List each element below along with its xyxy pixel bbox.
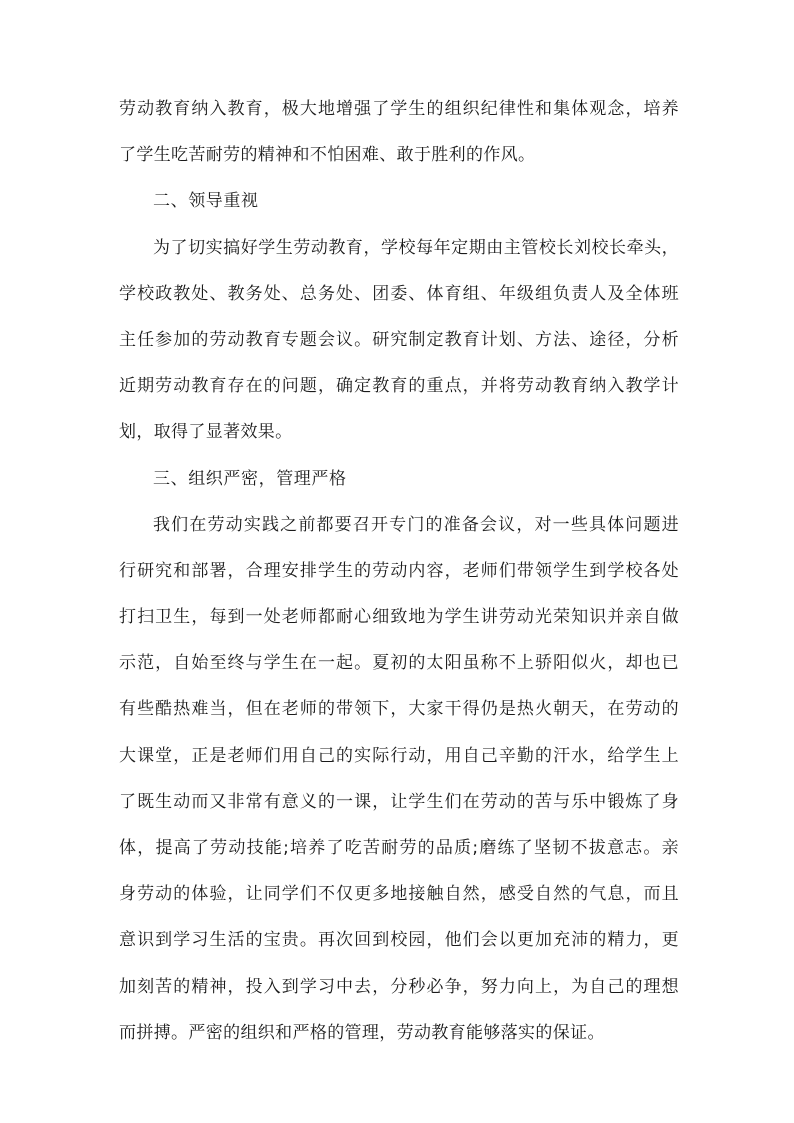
- paragraph-line: 有些酷热难当，但在老师的带领下，大家干得仍是热火朝天，在劳动的: [119, 699, 679, 720]
- paragraph-line: 而拼搏。严密的组织和严格的管理，劳动教育能够落实的保证。: [119, 1022, 605, 1043]
- section-heading: 三、组织严密，管理严格: [153, 468, 347, 489]
- paragraph-line: 我们在劳动实践之前都要召开专门的准备会议，对一些具体问题进: [153, 514, 679, 535]
- paragraph-line: 身劳动的体验，让同学们不仅更多地接触自然，感受自然的气息，而且: [119, 884, 679, 905]
- paragraph-line: 了学生吃苦耐劳的精神和不怕困难、敢于胜利的作风。: [119, 145, 536, 166]
- paragraph-line: 划，取得了显著效果。: [119, 422, 293, 443]
- document-body: [119, 97, 679, 1067]
- paragraph-line: 大课堂，正是老师们用自己的实际行动，用自己辛勤的汗水，给学生上: [119, 745, 679, 766]
- paragraph-line: 学校政教处、教务处、总务处、团委、体育组、年级组负责人及全体班: [119, 283, 679, 304]
- paragraph-line: 体，提高了劳动技能;培养了吃苦耐劳的品质;磨练了坚韧不拔意志。亲: [119, 838, 679, 858]
- paragraph-line: 劳动教育纳入教育，极大地增强了学生的组织纪律性和集体观念，培养: [119, 99, 679, 119]
- paragraph-line: 为了切实搞好学生劳动教育，学校每年定期由主管校长刘校长牵头，: [153, 237, 679, 258]
- paragraph-line: 行研究和部署，合理安排学生的劳动内容，老师们带领学生到学校各处: [119, 560, 679, 581]
- paragraph-line: 打扫卫生，每到一处老师都耐心细致地为学生讲劳动光荣知识并亲自做: [119, 607, 679, 628]
- paragraph-line: 主任参加的劳动教育专题会议。研究制定教育计划、方法、途径，分析: [119, 329, 679, 350]
- paragraph-line: 近期劳动教育存在的问题，确定教育的重点，并将劳动教育纳入教学计: [119, 376, 679, 397]
- paragraph-line: 加刻苦的精神，投入到学习中去，分秒必争，努力向上，为自己的理想: [119, 976, 679, 997]
- section-heading: 二、领导重视: [153, 191, 259, 212]
- paragraph-line: 示范，自始至终与学生在一起。夏初的太阳虽称不上骄阳似火，却也已: [119, 653, 679, 674]
- paragraph-line: 意识到学习生活的宝贵。再次回到校园，他们会以更加充沛的精力，更: [119, 930, 679, 951]
- paragraph-line: 了既生动而又非常有意义的一课，让学生们在劳动的苦与乐中锻炼了身: [119, 791, 679, 812]
